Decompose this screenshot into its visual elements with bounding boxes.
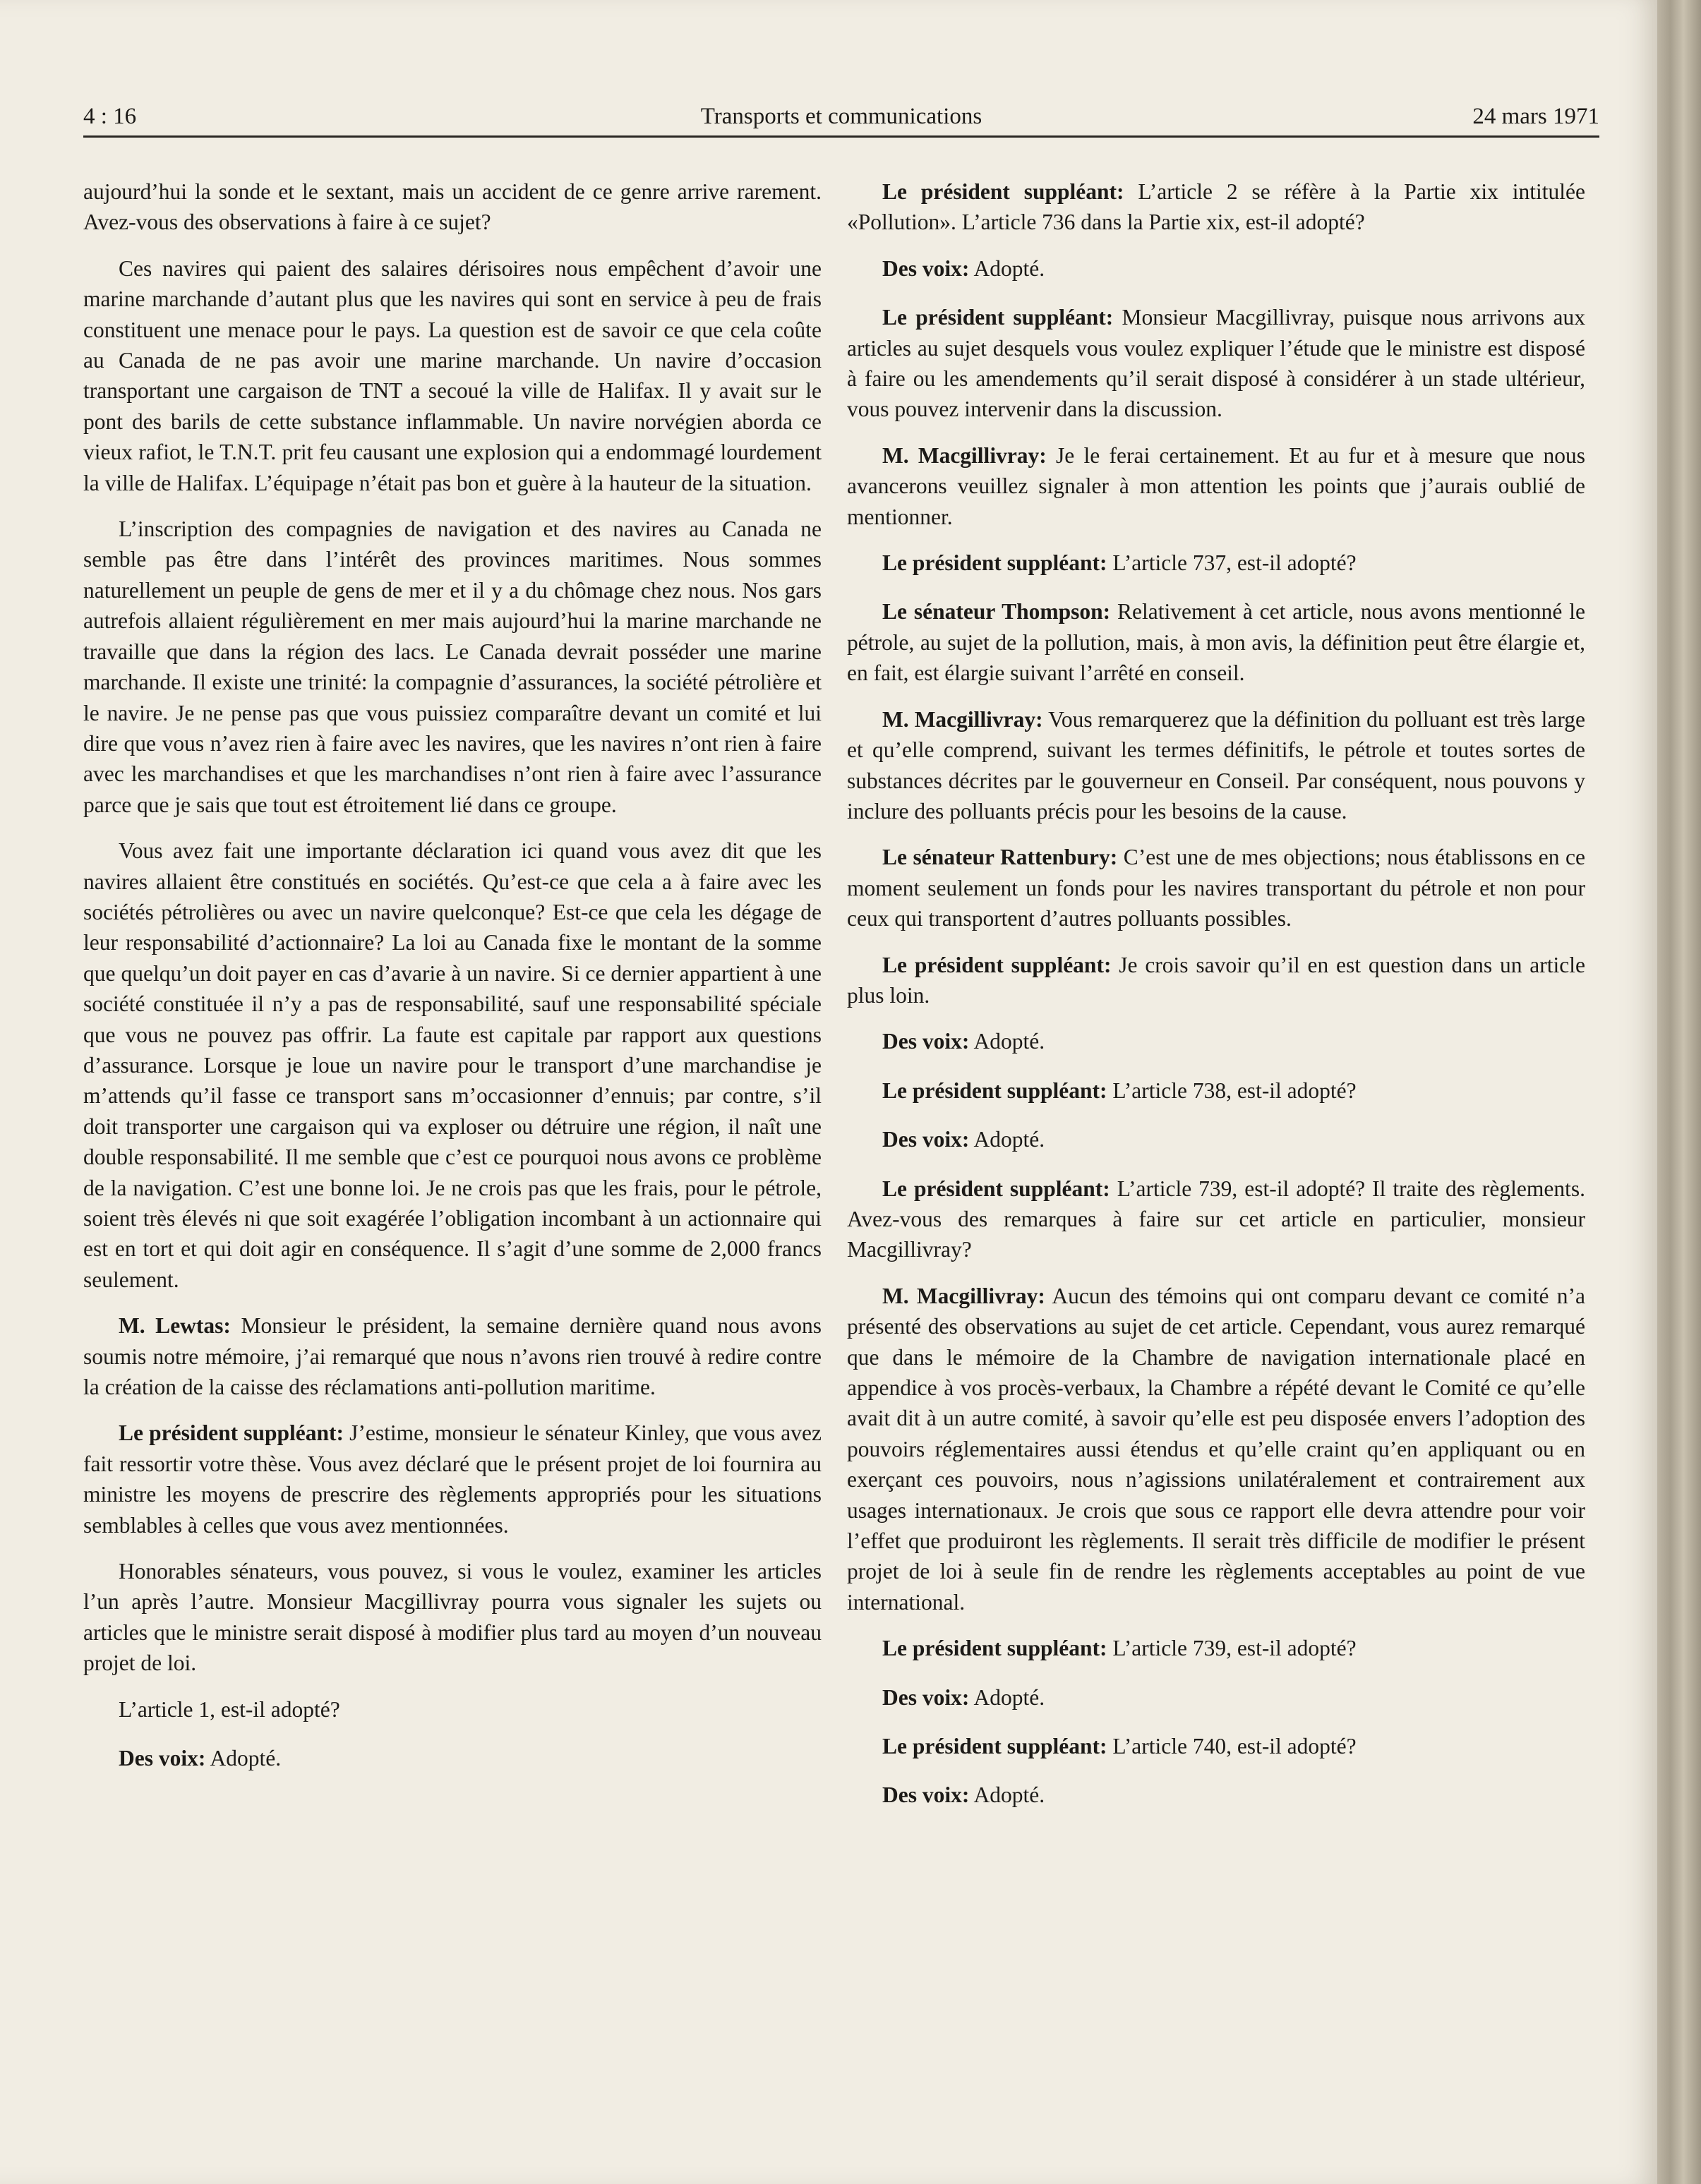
speaker-name: Des voix:: [882, 1782, 970, 1808]
speaker-name: Le président suppléant:: [882, 1176, 1110, 1201]
speaker-paragraph: Le sénateur Rattenbury: C’est une de mes objections; nous établissons en ce moment seulement un fonds pour les navires transportant du pétrole et non pour ceux qui transportent d’autres polluants possibles.: [847, 845, 1586, 931]
page-header: [83, 96, 1599, 138]
speaker-name: Des voix:: [882, 1029, 970, 1054]
speaker-name: Le président suppléant:: [882, 952, 1112, 977]
speaker-paragraph: M. Macgillivray: Vous remarquerez que la définition du polluant est très large et qu’elle comprend, suivant les termes définitifs, le pétrole et toutes sortes de substances décrites par le gouverneur en Conseil. Par conséquent, nous pouvons y inclure des polluants précis pour les besoins de la cause.: [847, 706, 1586, 823]
speaker-name: Le sénateur Thompson:: [882, 599, 1111, 625]
speaker-paragraph: Des voix: Adopté.: [119, 1746, 282, 1771]
speaker-name: Le président suppléant:: [882, 1636, 1107, 1661]
speaker-name: M. Macgillivray:: [882, 1283, 1045, 1308]
speaker-paragraph: Des voix: Adopté.: [882, 1782, 1045, 1808]
speaker-name: Le président suppléant:: [882, 1078, 1107, 1103]
speaker-name: Le sénateur Rattenbury:: [882, 845, 1118, 870]
speaker-paragraph: M. Lewtas: Monsieur le président, la semaine dernière quand nous avons soumis notre mémoire, j’ai remarqué que nous n’avons rien trouvé à redire contre la création de la caisse des réclamations anti-pollution maritime.: [83, 1313, 822, 1400]
speaker-paragraph: Le président suppléant: J’estime, monsieur le sénateur Kinley, que vous avez fait ressortir votre thèse. Vous avez déclaré que le présent projet de loi fournira au ministre les moyens de prescrire des règlements appropriés pour les situations semblables à celles que vous avez mentionnées.: [83, 1420, 822, 1538]
speaker-paragraph: M. Macgillivray: Aucun des témoins qui ont comparu devant ce comité n’a présenté des observations au sujet de cet article. Cependant, vous aurez remarqué que dans le mémoire de la Chambre de navigation internationale placé en appendice à vos procès-verbaux, la Chambre a répété devant le Comité ce qu’elle avait dit à un autre comité, à savoir qu’elle est peu disposée envers l’adoption des pouvoirs réglementaires aussi étendus et qu’elle craint qu’en appliquant ou en exerçant ces pouvoirs, nous n’agissions unilatéralement et contrairement aux usages internationaux. Je crois que sous ce rapport elle devra attendre pour voir l’effet que produiront les règlements. Il serait très difficile de modifier le présent projet de loi à seule fin de rendre les règlements acceptables au point de vue international.: [847, 1283, 1585, 1615]
page-number: 4 : 16: [83, 104, 137, 129]
paragraph: L’inscription des compagnies de navigation et des navires au Canada ne semble pas être dans l’intérêt des provinces maritimes. Nous sommes naturellement un peuple de gens de mer et il y a du chômage chez nous. Nos gars autrefois allaient régulièrement en mer mais aujourd’hui la marine marchande ne travaille que dans la région des lacs. Le Canada devrait posséder une marine marchande. Il existe une trinité: la compagnie d’assurances, la société pétrolière et le navire. Je ne pense pas que vous puissiez comparaître devant un comité et lui dire que vous n’avez rien à faire avec les navires, que les navires n’ont rien à faire avec les marchandises et que les marchandises n’ont rien à faire avec l’assurance parce que je sais que tout est étroitement lié dans ce groupe.: [83, 517, 822, 817]
paragraph: aujourd’hui la sonde et le sextant, mais un accident de ce genre arrive rarement. Avez-vous des observations à faire à ce sujet?: [83, 179, 822, 235]
speaker-name: Des voix:: [119, 1746, 206, 1771]
speaker-name: M. Macgillivray:: [882, 442, 1047, 468]
speaker-name: Le président suppléant:: [882, 305, 1114, 330]
speaker-paragraph: Le président suppléant: L’article 739, est-il adopté? Il traite des règlements. Avez-vous des remarques à faire sur cet article en particulier, monsieur Macgillivray?: [847, 1176, 1586, 1262]
speaker-name: Le président suppléant:: [882, 550, 1107, 576]
running-title: Transports et communications: [700, 104, 982, 129]
speaker-paragraph: Des voix: Adopté.: [882, 1127, 1045, 1152]
page-edge-binding: [1657, 0, 1701, 2184]
speaker-name: Le président suppléant:: [882, 1734, 1107, 1759]
right-column: [847, 176, 1585, 1829]
speaker-paragraph: Le président suppléant: L’article 2 se réfère à la Partie xix intitulée «Pollution». L’article 736 dans la Partie xix, est-il adopté?: [847, 179, 1586, 235]
speaker-paragraph: Le président suppléant: L’article 737, est-il adopté?: [882, 550, 1357, 576]
speaker-paragraph: Le président suppléant: Je crois savoir qu’il en est question dans un article plus loin.: [847, 952, 1585, 1008]
speaker-name: Des voix:: [882, 1684, 970, 1710]
speaker-paragraph: Le président suppléant: L’article 738, est-il adopté?: [882, 1078, 1357, 1103]
left-column: [83, 176, 822, 1790]
speaker-paragraph: Le sénateur Thompson: Relativement à cet article, nous avons mentionné le pétrole, au sujet de la pollution, mais, à mon avis, la définition peut être élargie et, en fait, est élargie suivant l’arrêté en conseil.: [847, 599, 1586, 686]
paragraph: Honorables sénateurs, vous pouvez, si vous le voulez, examiner les articles l’un après l’autre. Monsieur Macgillivray pourra vous signaler les sujets ou articles que le ministre serait disposé à modifier plus tard au moyen d’un nouveau projet de loi.: [83, 1559, 822, 1676]
speaker-name: Des voix:: [882, 255, 970, 281]
speaker-paragraph: Le président suppléant: Monsieur Macgillivray, puisque nous arrivons aux articles au sujet desquels vous voulez expliquer l’étude que le ministre est disposé à faire ou les amendements qu’il serait disposé à considérer à un stade ultérieur, vous pouvez intervenir dans la discussion.: [847, 305, 1585, 422]
paragraph: Vous avez fait une importante déclaration ici quand vous avez dit que les navires allaient être constitués en sociétés. Qu’est-ce que cela a à faire avec les sociétés pétrolières ou avec un navire quelconque? Est-ce que cela les dégage de leur responsabilité d’actionnaire? La loi au Canada fixe le montant de la somme que quelqu’un doit payer en cas d’avarie à un navire. Si ce dernier appartient à une société constituée il n’y a pas de responsabilité, sauf une responsabilité spéciale que vous ne pouvez pas offrir. La faute est capitale par rapport aux questions d’assurance. Lorsque je loue un navire pour le transport d’une marchandise je m’attends qu’il fasse ce transport sans m’occasionner d’ennuis; par contre, s’il doit transporter une cargaison qui va exploser ou détruire une région, il naît une double responsabilité. Il me semble que c’est ce pourquoi nous avons ce problème de la navigation. C’est une bonne loi. Je ne crois pas que les frais, pour le pétrole, soient très élevés ni que soit exagérée l’obligation incombant à un actionnaire qui est en tort et qui doit agir en conséquence. Il s’agit d’une somme de 2,000 francs seulement.: [83, 838, 822, 1292]
page-date: 24 mars 1971: [1472, 104, 1599, 129]
speaker-paragraph: Des voix: Adopté.: [882, 1029, 1045, 1054]
speaker-paragraph: Des voix: Adopté.: [882, 255, 1045, 281]
speaker-name: Le président suppléant:: [882, 179, 1124, 204]
speaker-paragraph: Des voix: Adopté.: [882, 1684, 1045, 1710]
speaker-paragraph: Le président suppléant: L’article 740, est-il adopté?: [882, 1734, 1357, 1759]
speaker-name: Le président suppléant:: [119, 1420, 344, 1446]
paragraph: L’article 1, est-il adopté?: [119, 1696, 340, 1722]
speaker-name: M. Macgillivray:: [882, 706, 1043, 732]
paragraph: Ces navires qui paient des salaires dérisoires nous empêchent d’avoir une marine marchande d’autant plus que les navires qui sont en service à peu de frais constituent une menace pour le pays. La question est de savoir ce que cela coûte au Canada de ne pas avoir une marine marchande. Un navire d’occasion transportant une cargaison de TNT a secoué la ville de Halifax. Il y avait sur le pont des barils de cette substance inflammable. Un navire norvégien aborda ce vieux rafiot, le T.N.T. prit feu causant une explosion qui a endommagé lourdement la ville de Halifax. L’équipage n’était pas bon et guère à la hauteur de la situation.: [83, 255, 822, 495]
speaker-paragraph: M. Macgillivray: Je le ferai certainement. Et au fur et à mesure que nous avancerons veuillez signaler à mon attention les points que j’aurais oublié de mentionner.: [847, 442, 1586, 529]
speaker-paragraph: Le président suppléant: L’article 739, est-il adopté?: [882, 1636, 1357, 1661]
speaker-name: M. Lewtas:: [119, 1313, 231, 1339]
speaker-name: Des voix:: [882, 1127, 970, 1152]
